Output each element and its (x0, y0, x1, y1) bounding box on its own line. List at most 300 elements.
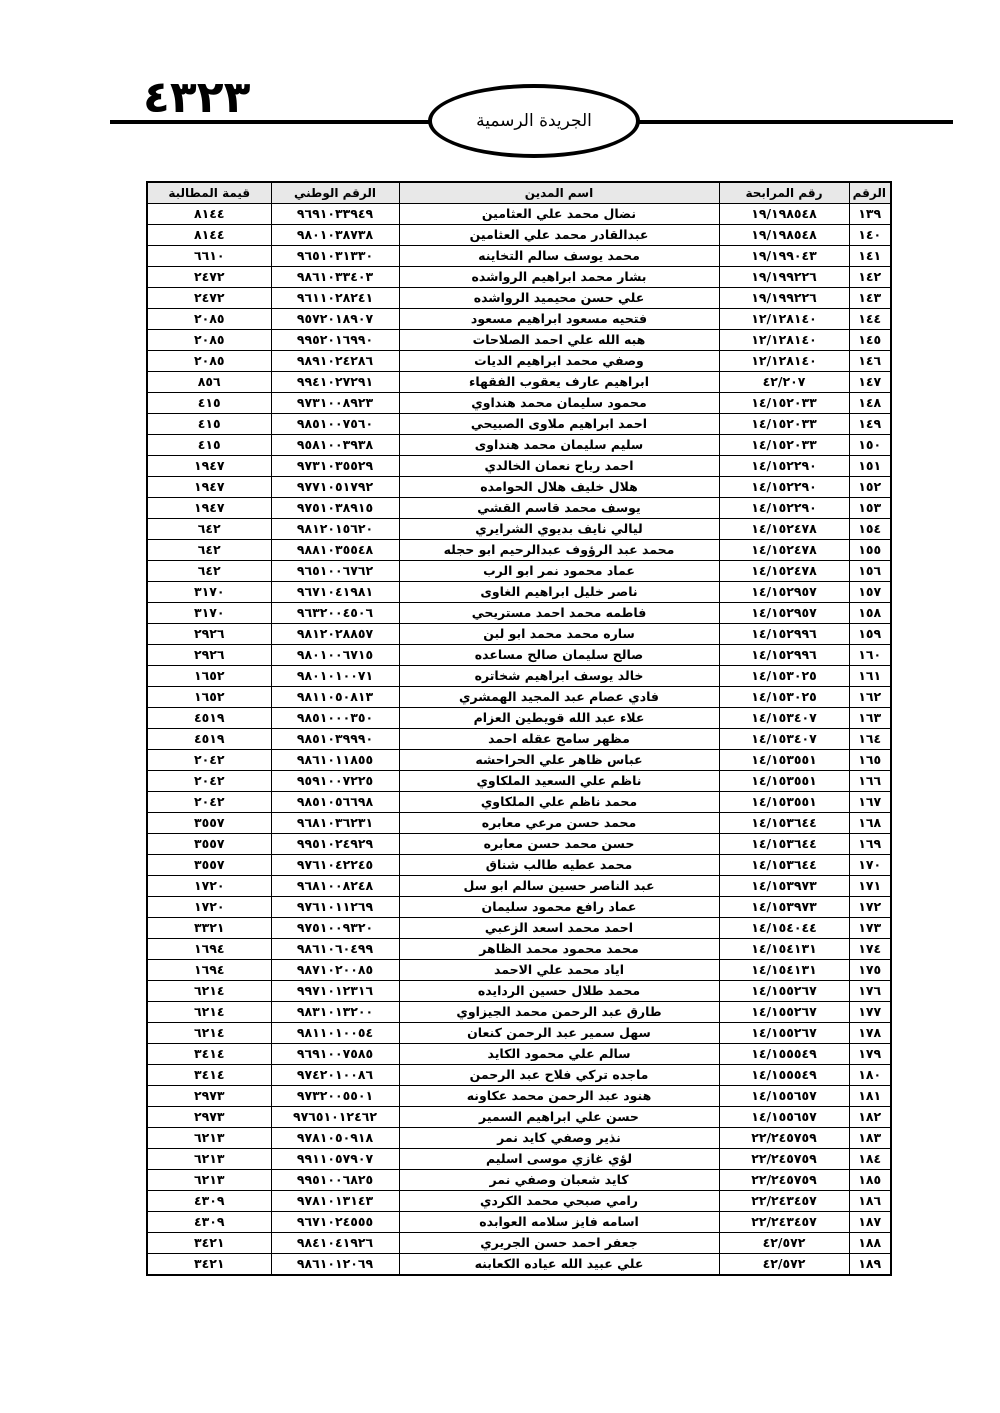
row-number: ١٤٤ (849, 309, 891, 330)
claim-amount: ٣١٧٠ (147, 582, 271, 603)
debtor-name: اياد محمد علي الاحمد (399, 960, 719, 981)
debtor-name: صالح سليمان صالح مساعده (399, 645, 719, 666)
murabaha-number: ١٤/١٥٣٦٤٤ (719, 813, 849, 834)
murabaha-number: ١٤/١٥٣٠٢٥ (719, 666, 849, 687)
row-number: ١٥٣ (849, 498, 891, 519)
national-id: ٩٥٩١٠٠٧٢٢٥ (271, 771, 399, 792)
table-row (147, 687, 891, 708)
table-row (147, 1128, 891, 1149)
debtor-name: احمد رباح نعمان الخالدي (399, 456, 719, 477)
row-number: ١٦٣ (849, 708, 891, 729)
national-id: ٩٦٩١٠٠٧٥٨٥ (271, 1044, 399, 1065)
national-id: ٩٨٧١٠٢٠٠٨٥ (271, 960, 399, 981)
murabaha-number: ٤٢/٥٧٢ (719, 1254, 849, 1276)
murabaha-number: ١٢/١٢٨١٤٠ (719, 309, 849, 330)
column-header-national-id: الرقم الوطني (271, 182, 399, 204)
claim-amount: ١٧٢٠ (147, 897, 271, 918)
murabaha-number: ١٤/١٥٣٦٤٤ (719, 834, 849, 855)
table-row (147, 939, 891, 960)
murabaha-number: ١٤/١٥٥٥٤٩ (719, 1065, 849, 1086)
table-row (147, 1254, 891, 1276)
claim-amount: ٦٤٢ (147, 519, 271, 540)
claim-amount: ١٦٥٢ (147, 666, 271, 687)
debtor-name: ناصر خليل ابراهيم الغاوى (399, 582, 719, 603)
table-row (147, 708, 891, 729)
national-id: ٩٦٣٢٠٠٤٥٠٦ (271, 603, 399, 624)
claim-amount: ١٩٤٧ (147, 477, 271, 498)
national-id: ٩٩٤١٠٢٧٢٩١ (271, 372, 399, 393)
national-id: ٩٨٥١٠٣٩٩٩٠ (271, 729, 399, 750)
claim-amount: ٤١٥ (147, 435, 271, 456)
row-number: ١٧٨ (849, 1023, 891, 1044)
table-row (147, 1002, 891, 1023)
row-number: ١٦٦ (849, 771, 891, 792)
row-number: ١٤٥ (849, 330, 891, 351)
row-number: ١٨٤ (849, 1149, 891, 1170)
table-row (147, 1233, 891, 1254)
row-number: ١٥٧ (849, 582, 891, 603)
claim-amount: ٦٢١٣ (147, 1149, 271, 1170)
national-id: ٩٨٦١٠١١٨٥٥ (271, 750, 399, 771)
debtor-name: فتحيه مسعود ابراهيم مسعود (399, 309, 719, 330)
national-id: ٩٥٨١٠٠٣٩٣٨ (271, 435, 399, 456)
claim-amount: ١٦٩٤ (147, 960, 271, 981)
national-id: ٩٨٥١٠٠٧٥٦٠ (271, 414, 399, 435)
table-row (147, 246, 891, 267)
row-number: ١٦٢ (849, 687, 891, 708)
claim-amount: ٤١٥ (147, 414, 271, 435)
table-row (147, 582, 891, 603)
claim-amount: ٦٢١٤ (147, 981, 271, 1002)
claim-amount: ٤٣٠٩ (147, 1191, 271, 1212)
table-row (147, 960, 891, 981)
table-row (147, 792, 891, 813)
claim-amount: ٣٤١٤ (147, 1044, 271, 1065)
table-row (147, 729, 891, 750)
row-number: ١٥٠ (849, 435, 891, 456)
murabaha-number: ١٤/١٥٣٥٥١ (719, 771, 849, 792)
table-row (147, 414, 891, 435)
murabaha-number: ٢٢/٢٤٣٤٥٧ (719, 1212, 849, 1233)
debtor-name: اسامه فايز سلامه العوابده (399, 1212, 719, 1233)
murabaha-number: ٤٢/٢٠٧ (719, 372, 849, 393)
gazette-title: الجريدة الرسمية (476, 111, 592, 131)
column-header-claim-amount: قيمة المطالبة (147, 182, 271, 204)
table-row (147, 267, 891, 288)
row-number: ١٧٩ (849, 1044, 891, 1065)
murabaha-number: ١٩/١٩٩٢٢٦ (719, 267, 849, 288)
debtor-name: هلال خليف هلال الحوامده (399, 477, 719, 498)
row-number: ١٨٦ (849, 1191, 891, 1212)
claim-amount: ٦٦١٠ (147, 246, 271, 267)
national-id: ٩٨٥١٠٥٦٦٩٨ (271, 792, 399, 813)
table-row (147, 1212, 891, 1233)
row-number: ١٦٨ (849, 813, 891, 834)
claim-amount: ٣٥٥٧ (147, 834, 271, 855)
debtor-name: عبدالقادر محمد علي العثامين (399, 225, 719, 246)
debtor-name: عماد رافع محمود سليمان (399, 897, 719, 918)
debtor-name: وصفي محمد ابراهيم الديات (399, 351, 719, 372)
national-id: ٩٨٤١٠٤١٩٢٦ (271, 1233, 399, 1254)
national-id: ٩٩٧١٠١٢٣١٦ (271, 981, 399, 1002)
claim-amount: ٦٢١٣ (147, 1128, 271, 1149)
national-id: ٩٦٧١٠٢٤٥٥٥ (271, 1212, 399, 1233)
murabaha-number: ١٤/١٥٢٤٧٨ (719, 519, 849, 540)
table-row (147, 204, 891, 225)
row-number: ١٦٤ (849, 729, 891, 750)
claim-amount: ٢٠٤٢ (147, 792, 271, 813)
table-row (147, 1107, 891, 1128)
row-number: ١٤٦ (849, 351, 891, 372)
table-row (147, 897, 891, 918)
murabaha-number: ١٤/١٥٢٠٣٣ (719, 393, 849, 414)
claim-amount: ٣٣٢١ (147, 918, 271, 939)
debtor-name: حسن محمد حسن معابره (399, 834, 719, 855)
row-number: ١٤٣ (849, 288, 891, 309)
row-number: ١٧٤ (849, 939, 891, 960)
claim-amount: ٢٤٧٢ (147, 288, 271, 309)
national-id: ٩٨٥١٠٠٠٣٥٠ (271, 708, 399, 729)
claim-amount: ٢٠٤٢ (147, 750, 271, 771)
murabaha-number: ١٤/١٥٢٩٥٧ (719, 582, 849, 603)
row-number: ١٤٩ (849, 414, 891, 435)
murabaha-number: ١٤/١٥٢٩٩٦ (719, 645, 849, 666)
row-number: ١٣٩ (849, 204, 891, 225)
murabaha-number: ١٩/١٩٩٢٢٦ (719, 288, 849, 309)
table-row (147, 477, 891, 498)
national-id: ٩٧٨١٠٥٠٩١٨ (271, 1128, 399, 1149)
row-number: ١٨١ (849, 1086, 891, 1107)
table-row (147, 645, 891, 666)
claim-amount: ٣٥٥٧ (147, 813, 271, 834)
national-id: ٩٨٦١٠١٢٠٦٩ (271, 1254, 399, 1276)
debtor-name: ساره محمد محمد ابو لبن (399, 624, 719, 645)
claim-amount: ١٩٤٧ (147, 498, 271, 519)
claim-amount: ٦٢١٤ (147, 1023, 271, 1044)
murabaha-number: ١٤/١٥٢٩٩٦ (719, 624, 849, 645)
murabaha-number: ١٤/١٥٢٤٧٨ (719, 561, 849, 582)
row-number: ١٤٧ (849, 372, 891, 393)
murabaha-number: ١٤/١٥٣٩٧٣ (719, 897, 849, 918)
table-row (147, 1086, 891, 1107)
debtor-name: رامي صبحي محمد الكردي (399, 1191, 719, 1212)
claim-amount: ٤٥١٩ (147, 729, 271, 750)
debtor-name: جعفر احمد حسن الجريري (399, 1233, 719, 1254)
national-id: ٩٧٦٥١٠١٢٤٦٢ (271, 1107, 399, 1128)
debtor-name: محمد طلال حسين الردايده (399, 981, 719, 1002)
claim-amount: ٢٩٧٣ (147, 1107, 271, 1128)
claim-amount: ٣١٧٠ (147, 603, 271, 624)
table-body (147, 204, 891, 1276)
debtor-name: بشار محمد ابراهيم الرواشده (399, 267, 719, 288)
murabaha-number: ١٤/١٥٢٢٩٠ (719, 456, 849, 477)
claim-amount: ٦٤٢ (147, 561, 271, 582)
murabaha-number: ٤٢/٥٧٢ (719, 1233, 849, 1254)
murabaha-number: ١٤/١٥٢٩٥٧ (719, 603, 849, 624)
table-row (147, 393, 891, 414)
claim-amount: ٢٠٨٥ (147, 351, 271, 372)
murabaha-number: ١٩/١٩٨٥٤٨ (719, 225, 849, 246)
table-row (147, 351, 891, 372)
row-number: ١٤١ (849, 246, 891, 267)
national-id: ٩٥٧٢٠١٨٩٠٧ (271, 309, 399, 330)
table-row (147, 1191, 891, 1212)
claim-amount: ٦٢١٣ (147, 1170, 271, 1191)
row-number: ١٧٧ (849, 1002, 891, 1023)
row-number: ١٨٥ (849, 1170, 891, 1191)
claim-amount: ١٩٤٧ (147, 456, 271, 477)
column-header-debtor-name: اسم المدين (399, 182, 719, 204)
national-id: ٩٨٨١٠٣٥٥٤٨ (271, 540, 399, 561)
debtor-name: محمد محمود محمد الظاهر (399, 939, 719, 960)
debtor-name: سليم سليمان محمد هنداوى (399, 435, 719, 456)
murabaha-number: ١٩/١٩٩٠٤٣ (719, 246, 849, 267)
murabaha-number: ١٤/١٥٤١٣١ (719, 939, 849, 960)
debtor-name: محمد حسن مرعي معابره (399, 813, 719, 834)
national-id: ٩٩٥١٠٢٤٩٢٩ (271, 834, 399, 855)
debtor-name: نضال محمد علي العثامين (399, 204, 719, 225)
row-number: ١٧١ (849, 876, 891, 897)
debtor-name: احمد ابراهيم ملاوى الصبيحي (399, 414, 719, 435)
claim-amount: ١٧٢٠ (147, 876, 271, 897)
table-row (147, 771, 891, 792)
national-id: ٩٩٥١٠٠٦٨٢٥ (271, 1170, 399, 1191)
claim-amount: ٨١٤٤ (147, 204, 271, 225)
debtor-name: حسن علي ابراهيم السمير (399, 1107, 719, 1128)
debtor-name: ليالي نايف بديوي الشرايري (399, 519, 719, 540)
table-row (147, 435, 891, 456)
table-row (147, 225, 891, 246)
table-row (147, 288, 891, 309)
debtor-name: ابراهيم عارف يعقوب الفقهاء (399, 372, 719, 393)
debtor-name: عماد محمود نمر ابو الرب (399, 561, 719, 582)
table-row (147, 876, 891, 897)
national-id: ٩٧٤٢٠١٠٠٨٦ (271, 1065, 399, 1086)
claim-amount: ١٦٩٤ (147, 939, 271, 960)
row-number: ١٨٧ (849, 1212, 891, 1233)
murabaha-number: ١٩/١٩٨٥٤٨ (719, 204, 849, 225)
murabaha-number: ١٤/١٥٣٤٠٧ (719, 729, 849, 750)
national-id: ٩٧٥١٠٣٨٩١٥ (271, 498, 399, 519)
row-number: ١٥٥ (849, 540, 891, 561)
murabaha-number: ١٤/١٥٢٠٣٣ (719, 435, 849, 456)
debtor-name: علي حسن محيميد الرواشده (399, 288, 719, 309)
table-row (147, 855, 891, 876)
row-number: ١٦٧ (849, 792, 891, 813)
row-number: ١٤٠ (849, 225, 891, 246)
debtor-name: محمد ناظم علي الملكاوي (399, 792, 719, 813)
row-number: ١٥٢ (849, 477, 891, 498)
page-number: ٤٣٢٣ (143, 72, 251, 123)
row-number: ١٥١ (849, 456, 891, 477)
murabaha-number: ١٤/١٥٣٥٥١ (719, 792, 849, 813)
debtor-name: يوسف محمد قاسم القشي (399, 498, 719, 519)
national-id: ٩٦٧١٠٤١٩٨١ (271, 582, 399, 603)
claim-amount: ٢٠٤٢ (147, 771, 271, 792)
claim-amount: ٢٩٢٦ (147, 645, 271, 666)
claim-amount: ٢٤٧٢ (147, 267, 271, 288)
claim-amount: ٣٤١٤ (147, 1065, 271, 1086)
table-row (147, 309, 891, 330)
row-number: ١٨٨ (849, 1233, 891, 1254)
table-row (147, 1065, 891, 1086)
national-id: ٩٦٨١٠٣٦٢٣١ (271, 813, 399, 834)
row-number: ١٦٥ (849, 750, 891, 771)
debtor-name: ناظم علي السعيد الملكاوي (399, 771, 719, 792)
table-row (147, 561, 891, 582)
debtor-name: محمود سليمان محمد هنداوي (399, 393, 719, 414)
national-id: ٩٨١٢٠١٥٦٢٠ (271, 519, 399, 540)
national-id: ٩٧٧١٠٥١٧٩٢ (271, 477, 399, 498)
row-number: ١٦١ (849, 666, 891, 687)
debtor-name: هبه الله علي احمد الصلاحات (399, 330, 719, 351)
murabaha-number: ١٤/١٥٢٠٣٣ (719, 414, 849, 435)
national-id: ٩٧٣١٠٣٥٥٢٩ (271, 456, 399, 477)
row-number: ١٥٤ (849, 519, 891, 540)
claim-amount: ٤٣٠٩ (147, 1212, 271, 1233)
table-row (147, 918, 891, 939)
table-row (147, 498, 891, 519)
debtor-name: احمد محمد اسعد الزعبي (399, 918, 719, 939)
national-id: ٩٨٣١٠١٣٢٠٠ (271, 1002, 399, 1023)
row-number: ١٥٩ (849, 624, 891, 645)
table-row (147, 813, 891, 834)
murabaha-number: ١٤/١٥٥٢٦٧ (719, 1002, 849, 1023)
murabaha-number: ١٤/١٥٥٢٦٧ (719, 1023, 849, 1044)
debtor-name: طارق عبد الرحمن محمد الجيزاوي (399, 1002, 719, 1023)
row-number: ١٤٢ (849, 267, 891, 288)
national-id: ٩٦٥١٠٠٦٧٦٢ (271, 561, 399, 582)
murabaha-number: ١٤/١٥٤١٣١ (719, 960, 849, 981)
national-id: ٩٦١١٠٢٨٢٤١ (271, 288, 399, 309)
row-number: ١٥٨ (849, 603, 891, 624)
national-id: ٩٧٨١٠١٣١٤٣ (271, 1191, 399, 1212)
row-number: ١٤٨ (849, 393, 891, 414)
table-row (147, 330, 891, 351)
debtor-name: عبد الناصر حسين سالم ابو سل (399, 876, 719, 897)
murabaha-number: ١٤/١٥٣٩٧٣ (719, 876, 849, 897)
national-id: ٩٦٩١٠٣٣٩٤٩ (271, 204, 399, 225)
national-id: ٩٨٠١٠١٠٠٧١ (271, 666, 399, 687)
row-number: ١٧٣ (849, 918, 891, 939)
row-number: ١٧٦ (849, 981, 891, 1002)
debtor-name: فاطمه محمد احمد مستريحي (399, 603, 719, 624)
national-id: ٩٩١١٠٥٧٩٠٧ (271, 1149, 399, 1170)
table-row (147, 1170, 891, 1191)
claim-amount: ٤٥١٩ (147, 708, 271, 729)
national-id: ٩٨٠١٠٠٦٧١٥ (271, 645, 399, 666)
row-number: ١٧٥ (849, 960, 891, 981)
claim-amount: ٢٠٨٥ (147, 309, 271, 330)
claim-amount: ٦٢١٤ (147, 1002, 271, 1023)
debtor-name: مظهر سامح عقله احمد (399, 729, 719, 750)
table-row (147, 624, 891, 645)
table-row (147, 1023, 891, 1044)
national-id: ٩٧٦١٠١١٢٦٩ (271, 897, 399, 918)
claim-amount: ٢٠٨٥ (147, 330, 271, 351)
murabaha-number: ١٤/١٥٢٤٧٨ (719, 540, 849, 561)
debtor-name: علاء عبد الله قويطين العزام (399, 708, 719, 729)
national-id: ٩٨٦١٠٣٣٤٠٣ (271, 267, 399, 288)
debtor-name: لؤي غازي موسى اسليم (399, 1149, 719, 1170)
table-row (147, 1149, 891, 1170)
table-header-row (147, 182, 891, 204)
column-header-number: الرقم (849, 182, 891, 204)
row-number: ١٨٠ (849, 1065, 891, 1086)
murabaha-number: ١٤/١٥٥٢٦٧ (719, 981, 849, 1002)
murabaha-number: ١٤/١٥٣٥٥١ (719, 750, 849, 771)
column-header-murabaha-number: رقم المرابحة (719, 182, 849, 204)
table-row (147, 750, 891, 771)
murabaha-number: ٢٢/٢٤٥٧٥٩ (719, 1149, 849, 1170)
table-row (147, 540, 891, 561)
murabaha-number: ١٢/١٢٨١٤٠ (719, 330, 849, 351)
claim-amount: ٣٥٥٧ (147, 855, 271, 876)
national-id: ٩٩٥٢٠١٦٩٩٠ (271, 330, 399, 351)
murabaha-number: ١٤/١٥٣٠٢٥ (719, 687, 849, 708)
national-id: ٩٧٦١٠٤٢٢٤٥ (271, 855, 399, 876)
debtor-name: نذير وصفي كايد نمر (399, 1128, 719, 1149)
row-number: ١٨٢ (849, 1107, 891, 1128)
row-number: ١٦٠ (849, 645, 891, 666)
murabaha-number: ١٤/١٥٥٦٥٧ (719, 1086, 849, 1107)
claim-amount: ٢٩٧٣ (147, 1086, 271, 1107)
debtor-name: محمد عبد الرؤوف عبدالرحيم ابو حجله (399, 540, 719, 561)
national-id: ٩٧٣١٠٠٨٩٢٣ (271, 393, 399, 414)
table-row (147, 981, 891, 1002)
table-row (147, 1044, 891, 1065)
national-id: ٩٦٥١٠٣١٣٣٠ (271, 246, 399, 267)
debtor-name: سالم علي محمود الكايد (399, 1044, 719, 1065)
murabaha-number: ١٤/١٥٥٦٥٧ (719, 1107, 849, 1128)
table-row (147, 456, 891, 477)
murabaha-number: ٢٢/٢٤٥٧٥٩ (719, 1170, 849, 1191)
table-row (147, 372, 891, 393)
row-number: ١٧٠ (849, 855, 891, 876)
table-row (147, 519, 891, 540)
claim-amount: ٣٤٢١ (147, 1254, 271, 1276)
claim-amount: ٦٤٢ (147, 540, 271, 561)
national-id: ٩٨١١٠٥٠٨١٣ (271, 687, 399, 708)
debtor-name: كايد شعبان وصفي نمر (399, 1170, 719, 1191)
row-number: ١٥٦ (849, 561, 891, 582)
national-id: ٩٨١١٠١٠٠٥٤ (271, 1023, 399, 1044)
murabaha-number: ١٤/١٥٤٠٤٤ (719, 918, 849, 939)
debtor-name: علي عبيد الله عياده الكعابنه (399, 1254, 719, 1276)
claim-amount: ٤١٥ (147, 393, 271, 414)
claim-amount: ١٦٥٢ (147, 687, 271, 708)
national-id: ٩٦٨١٠٠٨٢٤٨ (271, 876, 399, 897)
debtor-name: ماجده تركي فلاح عبد الرحمن (399, 1065, 719, 1086)
national-id: ٩٨٠١٠٣٨٧٣٨ (271, 225, 399, 246)
debtor-name: فادي عصام عبد المجيد الهمشري (399, 687, 719, 708)
debtor-name: هنود عبد الرحمن محمد عكاونه (399, 1086, 719, 1107)
row-number: ١٦٩ (849, 834, 891, 855)
national-id: ٩٨٦١٠٦٠٤٩٩ (271, 939, 399, 960)
national-id: ٩٨١٢٠٢٨٨٥٧ (271, 624, 399, 645)
debtor-name: محمد عطيه طالب شناق (399, 855, 719, 876)
claim-amount: ٨٥٦ (147, 372, 271, 393)
debtor-name: محمد يوسف سالم التخاينه (399, 246, 719, 267)
row-number: ١٨٩ (849, 1254, 891, 1276)
national-id: ٩٨٩١٠٢٤٢٨٦ (271, 351, 399, 372)
table-row (147, 834, 891, 855)
debtor-name: خالد يوسف ابراهيم شخاتره (399, 666, 719, 687)
murabaha-number: ١٤/١٥٢٢٩٠ (719, 477, 849, 498)
murabaha-number: ١٤/١٥٣٤٠٧ (719, 708, 849, 729)
gazette-title-oval (428, 84, 640, 158)
national-id: ٩٧٥١٠٠٩٣٢٠ (271, 918, 399, 939)
